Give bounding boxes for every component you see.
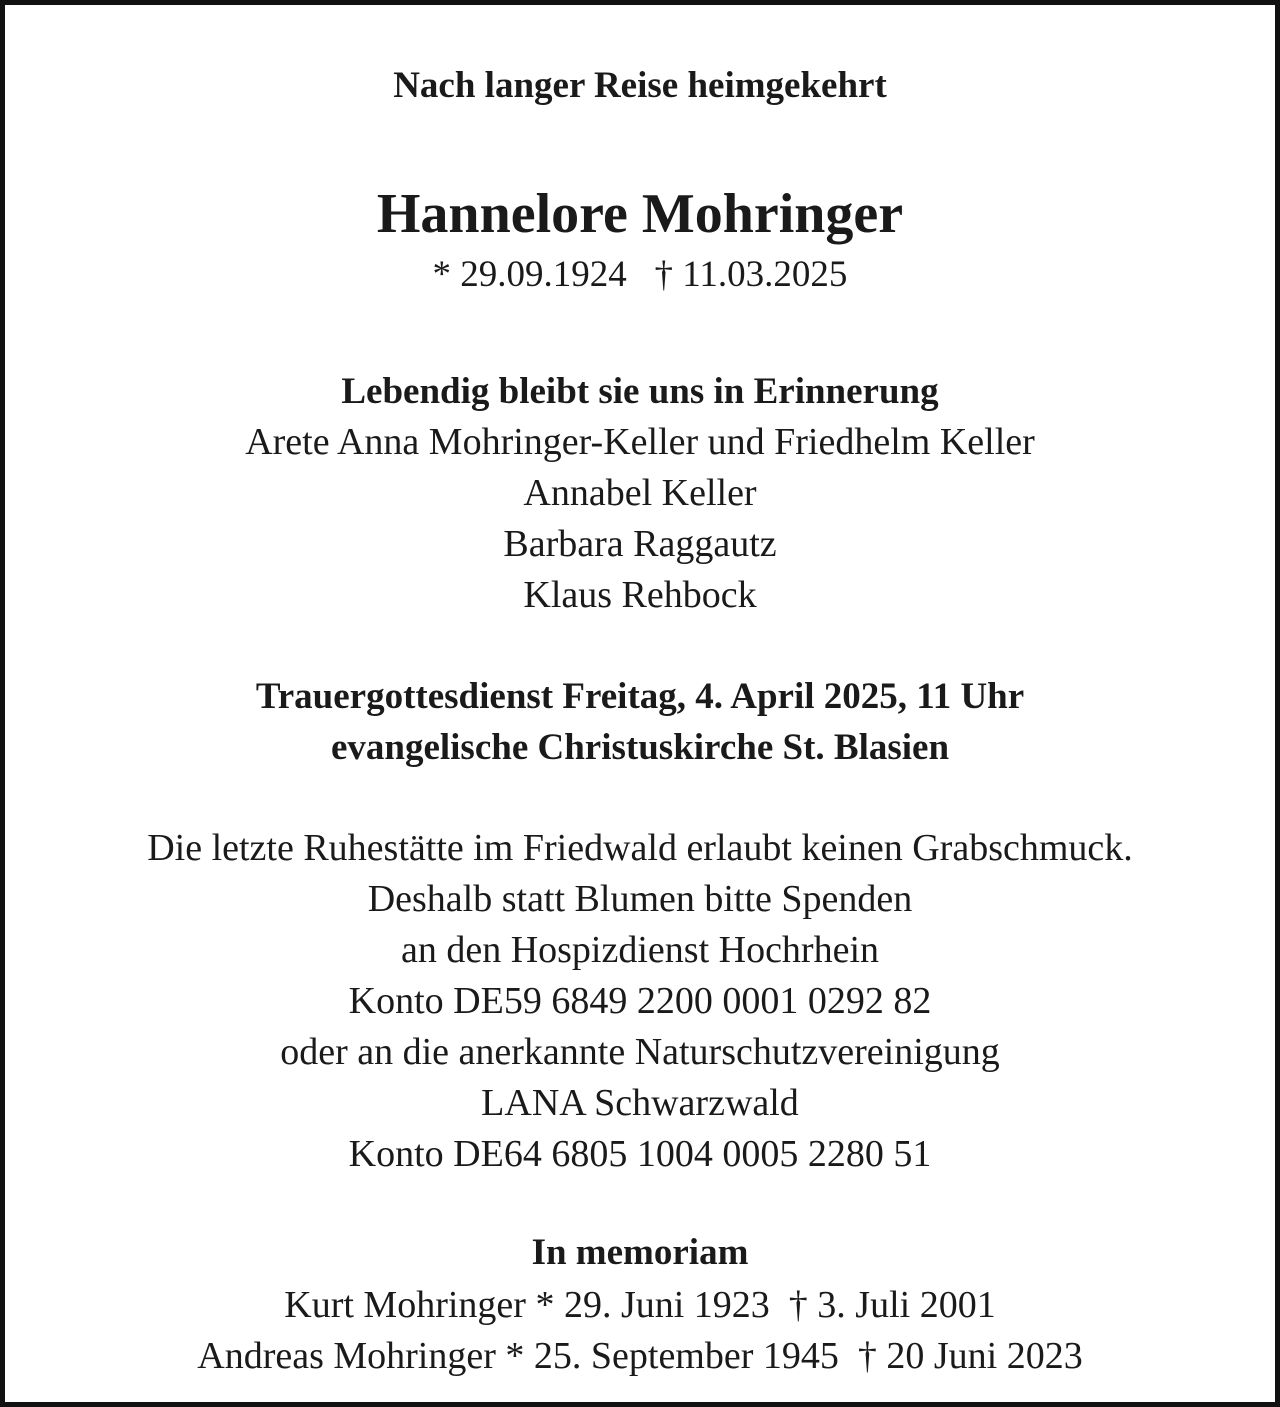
remembrance-title: Lebendig bleibt sie uns in Erinnerung xyxy=(341,371,939,412)
mourner-line: Klaus Rehbock xyxy=(523,574,757,616)
deceased-name: Hannelore Mohringer xyxy=(376,183,904,245)
in-memoriam-title: In memoriam xyxy=(531,1232,749,1273)
donation-account: Konto DE64 6805 1004 0005 2280 51 xyxy=(348,1133,932,1175)
service-datetime: Trauergottesdienst Freitag, 4. April 2025, 11 Uhr xyxy=(255,676,1025,717)
donation-account: Konto DE59 6849 2200 0001 0292 82 xyxy=(348,980,932,1022)
donation-line: Deshalb statt Blumen bitte Spenden xyxy=(367,878,913,920)
service-location: evangelische Christuskirche St. Blasien xyxy=(330,727,950,768)
memoriam-entry: Andreas Mohringer * 25. September 1945 † 20 Juni 2023 xyxy=(197,1335,1083,1377)
mourner-line: Barbara Raggautz xyxy=(503,523,777,565)
headline: Nach langer Reise heimgekehrt xyxy=(393,65,887,106)
memoriam-entry: Kurt Mohringer * 29. Juni 1923 † 3. Juli 2001 xyxy=(284,1284,996,1326)
donation-line: LANA Schwarzwald xyxy=(481,1082,799,1124)
donation-line: an den Hospizdienst Hochrhein xyxy=(400,929,880,971)
life-dates: * 29.09.1924 † 11.03.2025 xyxy=(432,254,848,295)
donation-line: oder an die anerkannte Naturschutzvereinigung xyxy=(280,1031,1000,1073)
donation-line: Die letzte Ruhestätte im Friedwald erlaubt keinen Grabschmuck. xyxy=(147,827,1133,869)
mourner-line: Annabel Keller xyxy=(523,472,757,514)
mourner-line: Arete Anna Mohringer-Keller und Friedhelm Keller xyxy=(245,421,1035,463)
